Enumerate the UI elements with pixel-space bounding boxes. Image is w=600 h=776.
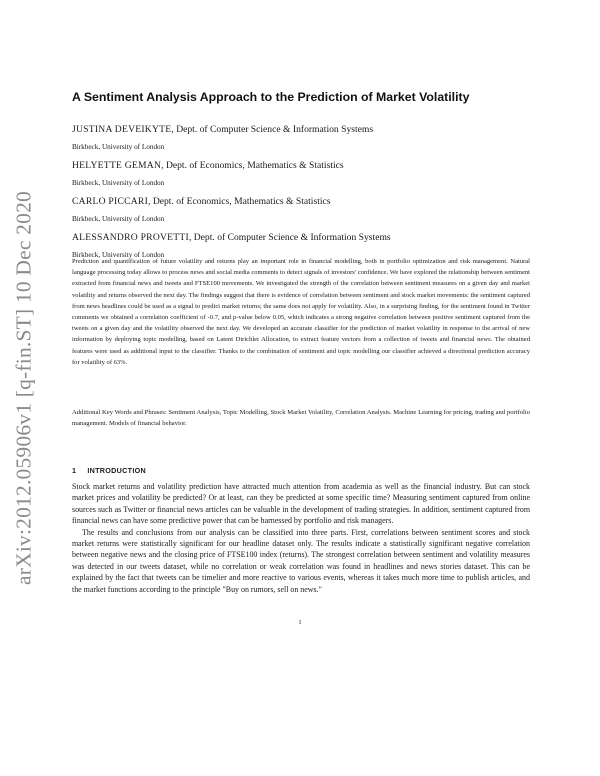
author-department: , Dept. of Economics, Mathematics & Statistics [148,196,331,207]
arxiv-identifier [5,191,43,585]
author-line [72,124,542,135]
author-institution: Birkbeck, University of London [72,143,165,151]
author-institution: Birkbeck, University of London [72,179,165,187]
author-list [72,124,542,268]
paper-title: A Sentiment Analysis Approach to the Prediction of Market Volatility [72,90,470,104]
author-institution: Birkbeck, University of London [72,215,165,223]
section-number: 1 [72,466,77,475]
paragraph: The results and conclusions from our analysis can be classified into three parts. First, correlations between sentiment scores and stock market returns were statistically significant for our headline dataset only. The results indicate a statistically significant negative correlation between negative news and the closing price of FTSE100 index (returns). The strongest correlation between sentiment and volatility measures was detected in our tweets dataset, while no correlation or weak correlation was found in headlines and news stories dataset. This can be explained by the fact that tweets can be timelier and more reactive to various events, whereas it takes much more time to publish articles, and the market functions according to the principle "Buy on rumors, sell on news." [72,527,530,594]
author-line [72,232,542,243]
page-number: 1 [298,619,302,626]
keywords: Additional Key Words and Phrases: Sentiment Analysis, Topic Modelling, Stock Market Volatility, Correlation Analysis. Machine Learning for pricing, trading and portfolio management. Models of financial behavior. [72,409,530,428]
author-name: CARLO PICCARI [72,196,149,207]
author-name: JUSTINA DEVEIKYTE [72,124,172,135]
author-department: , Dept. of Computer Science & Information Systems [188,232,391,243]
author-department: , Dept. of Economics, Mathematics & Statistics [161,160,344,171]
paragraph: Stock market returns and volatility prediction have attracted much attention from academia as well as the financial industry. But can stock market prices and volatility be predicted? Or at least, can they be predicted at some specific time? Measuring sentiment captured from online sources such as Twitter or financial news articles can be valuable in the development of trading strategies. In addition, sentiment captured from financial news can have some predictive power that can be harnessed by portfolio and risk managers. [72,482,530,526]
section-heading [72,466,146,475]
author-line [72,160,542,171]
author-department: , Dept. of Computer Science & Information Systems [171,124,374,135]
section-title: INTRODUCTION [87,466,147,475]
author-line [72,196,542,207]
arxiv-identifier-text: arXiv:2012.05906v1 [q-fin.ST] 10 Dec 2020 [11,191,36,585]
author-institution: Birkbeck, University of London [72,251,165,259]
abstract: Prediction and quantification of future volatility and returns play an important role in financial modelling, both in portfolio optimization and risk management. Natural language processing today allows to process news and social media comments to detect signals of investors' confidence. We have explored the relationship between sentiment extracted from financial news and tweets and FTSE100 movements. We investigated the strength of the correlation between sentiment measures on a given day and market volatility and returns observed the next day. The findings suggest that there is evidence of correlation between sentiment and stock market movements: the sentiment captured from news headlines could be used as a signal to predict market returns; the same does not apply for volatility. Also, in a surprising finding, for the sentiment found in Twitter comments we obtained a correlation coefficient of -0.7, and p-value below 0.05, which indicates a strong negative correlation between positive sentiment captured from the tweets on a given day and the volatility observed the next day. We developed an accurate classifier for the prediction of market volatility in response to the arrival of new information by deploying topic modelling, based on Latent Dirichlet Allocation, to extract feature vectors from a collection of tweets and financial news. The obtained features were used as additional input to the classifier. Thanks to the combination of sentiment and topic modelling our classifier achieved a directional prediction accuracy for volatility of 63%. [72,258,530,366]
author-name: ALESSANDRO PROVETTI [72,232,189,243]
author-name: HELYETTE GEMAN [72,160,162,171]
introduction-body [72,481,530,595]
